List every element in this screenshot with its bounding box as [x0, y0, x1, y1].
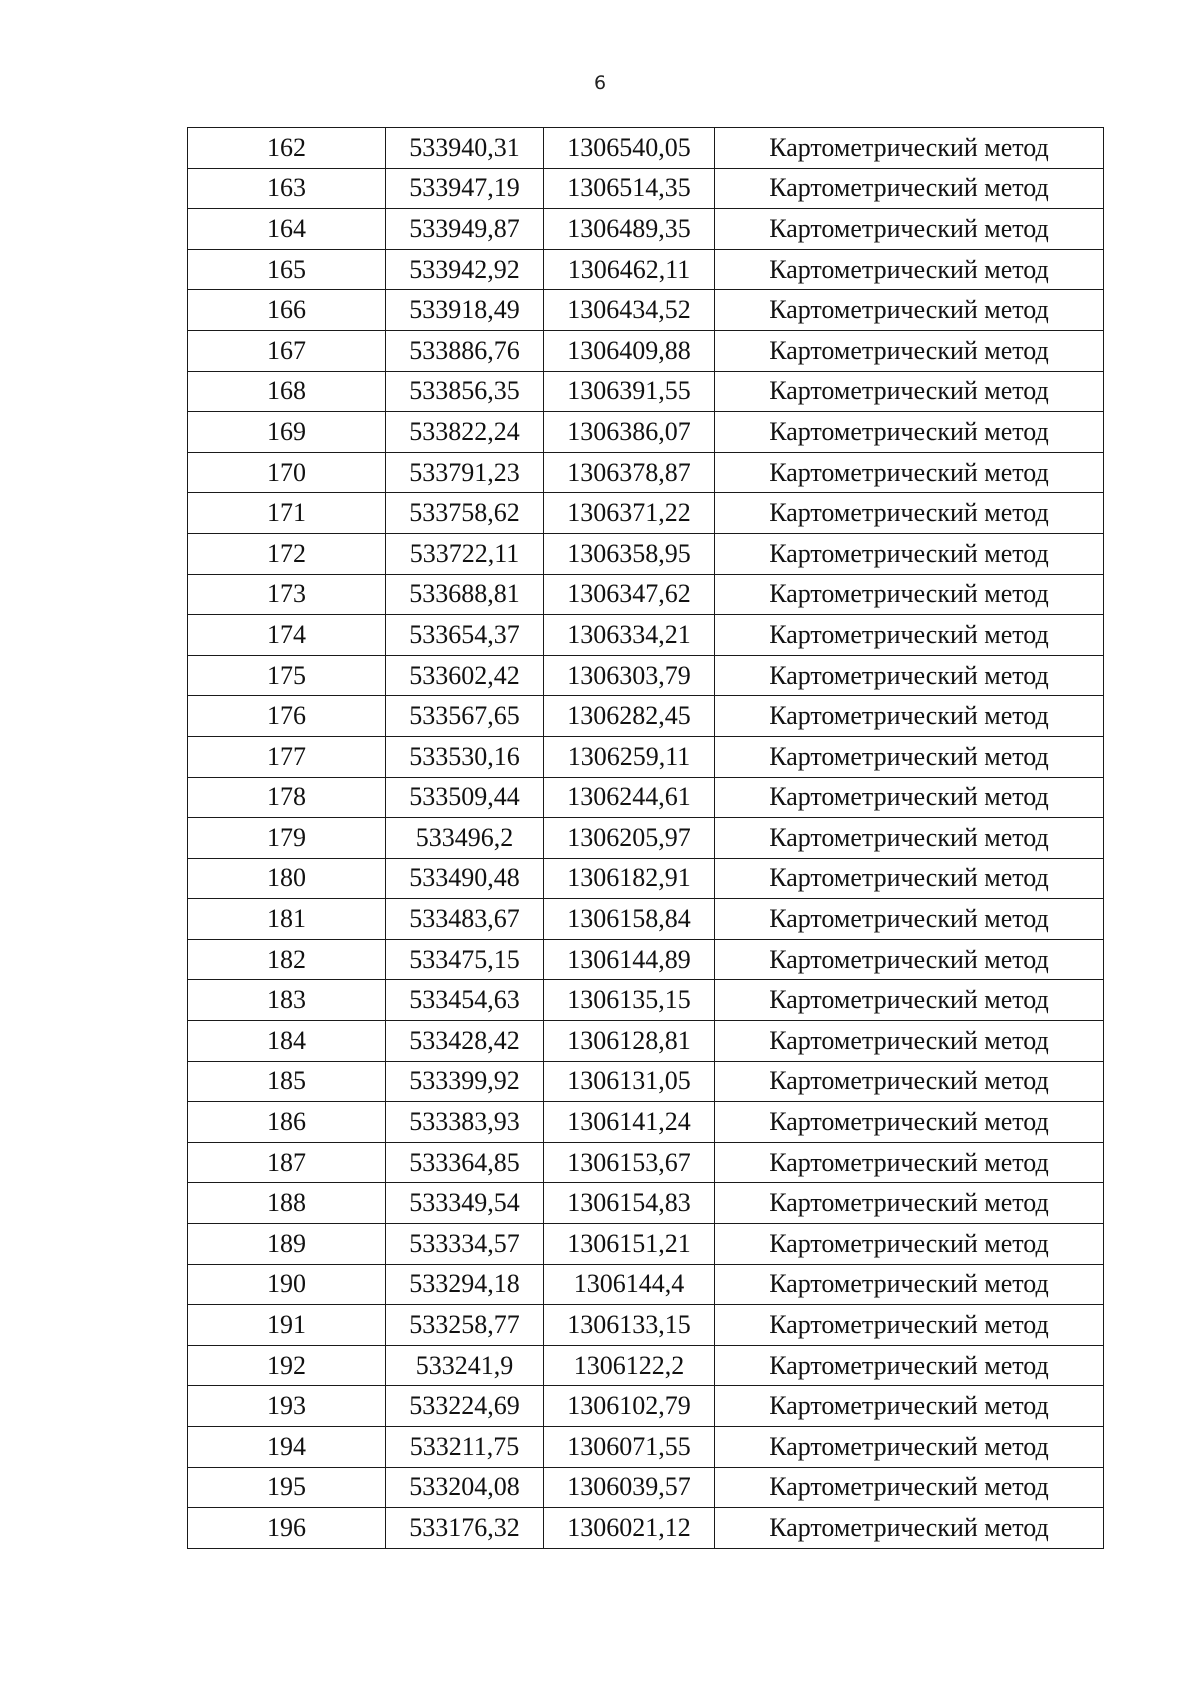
coordinates-table: [187, 127, 1104, 1549]
x-coordinate-cell: 533224,69: [386, 1386, 544, 1427]
x-coordinate-cell: 533940,31: [386, 128, 544, 169]
table-row: [188, 290, 1104, 331]
table-row: [188, 818, 1104, 859]
x-coordinate-cell: 533886,76: [386, 330, 544, 371]
table-row: [188, 1345, 1104, 1386]
x-coordinate-cell: 533856,35: [386, 371, 544, 412]
point-number-cell: 164: [188, 209, 386, 250]
table-row: [188, 696, 1104, 737]
point-number-cell: 182: [188, 939, 386, 980]
point-number-cell: 194: [188, 1427, 386, 1468]
point-number-cell: 171: [188, 493, 386, 534]
point-number-cell: 177: [188, 736, 386, 777]
method-cell: Картометрический метод: [715, 574, 1104, 615]
x-coordinate-cell: 533454,63: [386, 980, 544, 1021]
point-number-cell: 163: [188, 168, 386, 209]
point-number-cell: 179: [188, 818, 386, 859]
x-coordinate-cell: 533428,42: [386, 1021, 544, 1062]
y-coordinate-cell: 1306244,61: [544, 777, 715, 818]
table-row: [188, 412, 1104, 453]
x-coordinate-cell: 533654,37: [386, 615, 544, 656]
y-coordinate-cell: 1306386,07: [544, 412, 715, 453]
x-coordinate-cell: 533688,81: [386, 574, 544, 615]
y-coordinate-cell: 1306158,84: [544, 899, 715, 940]
point-number-cell: 196: [188, 1508, 386, 1549]
point-number-cell: 187: [188, 1142, 386, 1183]
method-cell: Картометрический метод: [715, 655, 1104, 696]
table-row: [188, 1142, 1104, 1183]
method-cell: Картометрический метод: [715, 128, 1104, 169]
method-cell: Картометрический метод: [715, 899, 1104, 940]
point-number-cell: 173: [188, 574, 386, 615]
method-cell: Картометрический метод: [715, 209, 1104, 250]
table-row: [188, 574, 1104, 615]
method-cell: Картометрический метод: [715, 1508, 1104, 1549]
table-row: [188, 1224, 1104, 1265]
y-coordinate-cell: 1306135,15: [544, 980, 715, 1021]
table-row: [188, 249, 1104, 290]
x-coordinate-cell: 533942,92: [386, 249, 544, 290]
table-row: [188, 1183, 1104, 1224]
y-coordinate-cell: 1306489,35: [544, 209, 715, 250]
table-row: [188, 1061, 1104, 1102]
method-cell: Картометрический метод: [715, 980, 1104, 1021]
point-number-cell: 162: [188, 128, 386, 169]
x-coordinate-cell: 533722,11: [386, 533, 544, 574]
y-coordinate-cell: 1306409,88: [544, 330, 715, 371]
y-coordinate-cell: 1306434,52: [544, 290, 715, 331]
table-row: [188, 1305, 1104, 1346]
point-number-cell: 190: [188, 1264, 386, 1305]
x-coordinate-cell: 533567,65: [386, 696, 544, 737]
x-coordinate-cell: 533918,49: [386, 290, 544, 331]
method-cell: Картометрический метод: [715, 330, 1104, 371]
method-cell: Картометрический метод: [715, 1264, 1104, 1305]
method-cell: Картометрический метод: [715, 615, 1104, 656]
y-coordinate-cell: 1306347,62: [544, 574, 715, 615]
y-coordinate-cell: 1306462,11: [544, 249, 715, 290]
method-cell: Картометрический метод: [715, 493, 1104, 534]
y-coordinate-cell: 1306259,11: [544, 736, 715, 777]
x-coordinate-cell: 533947,19: [386, 168, 544, 209]
table-row: [188, 209, 1104, 250]
table-row: [188, 128, 1104, 169]
point-number-cell: 185: [188, 1061, 386, 1102]
table-row: [188, 1427, 1104, 1468]
x-coordinate-cell: 533334,57: [386, 1224, 544, 1265]
table-row: [188, 899, 1104, 940]
x-coordinate-cell: 533758,62: [386, 493, 544, 534]
point-number-cell: 183: [188, 980, 386, 1021]
point-number-cell: 192: [188, 1345, 386, 1386]
y-coordinate-cell: 1306151,21: [544, 1224, 715, 1265]
x-coordinate-cell: 533475,15: [386, 939, 544, 980]
x-coordinate-cell: 533349,54: [386, 1183, 544, 1224]
x-coordinate-cell: 533241,9: [386, 1345, 544, 1386]
method-cell: Картометрический метод: [715, 371, 1104, 412]
point-number-cell: 166: [188, 290, 386, 331]
x-coordinate-cell: 533496,2: [386, 818, 544, 859]
method-cell: Картометрический метод: [715, 1305, 1104, 1346]
y-coordinate-cell: 1306144,89: [544, 939, 715, 980]
table-row: [188, 1021, 1104, 1062]
point-number-cell: 181: [188, 899, 386, 940]
y-coordinate-cell: 1306122,2: [544, 1345, 715, 1386]
point-number-cell: 184: [188, 1021, 386, 1062]
method-cell: Картометрический метод: [715, 1102, 1104, 1143]
y-coordinate-cell: 1306514,35: [544, 168, 715, 209]
table-row: [188, 1102, 1104, 1143]
table-row: [188, 1508, 1104, 1549]
x-coordinate-cell: 533509,44: [386, 777, 544, 818]
x-coordinate-cell: 533949,87: [386, 209, 544, 250]
method-cell: Картометрический метод: [715, 1021, 1104, 1062]
y-coordinate-cell: 1306391,55: [544, 371, 715, 412]
table-row: [188, 330, 1104, 371]
x-coordinate-cell: 533483,67: [386, 899, 544, 940]
point-number-cell: 191: [188, 1305, 386, 1346]
x-coordinate-cell: 533530,16: [386, 736, 544, 777]
table-row: [188, 980, 1104, 1021]
method-cell: Картометрический метод: [715, 452, 1104, 493]
y-coordinate-cell: 1306153,67: [544, 1142, 715, 1183]
table-row: [188, 1467, 1104, 1508]
y-coordinate-cell: 1306205,97: [544, 818, 715, 859]
table-row: [188, 533, 1104, 574]
table-row: [188, 371, 1104, 412]
method-cell: Картометрический метод: [715, 1142, 1104, 1183]
method-cell: Картометрический метод: [715, 412, 1104, 453]
table-row: [188, 858, 1104, 899]
method-cell: Картометрический метод: [715, 1183, 1104, 1224]
table-row: [188, 1386, 1104, 1427]
y-coordinate-cell: 1306378,87: [544, 452, 715, 493]
method-cell: Картометрический метод: [715, 249, 1104, 290]
y-coordinate-cell: 1306358,95: [544, 533, 715, 574]
x-coordinate-cell: 533791,23: [386, 452, 544, 493]
point-number-cell: 193: [188, 1386, 386, 1427]
table-row: [188, 1264, 1104, 1305]
table-row: [188, 655, 1104, 696]
point-number-cell: 189: [188, 1224, 386, 1265]
table-row: [188, 493, 1104, 534]
method-cell: Картометрический метод: [715, 168, 1104, 209]
method-cell: Картометрический метод: [715, 1427, 1104, 1468]
point-number-cell: 170: [188, 452, 386, 493]
method-cell: Картометрический метод: [715, 533, 1104, 574]
method-cell: Картометрический метод: [715, 858, 1104, 899]
y-coordinate-cell: 1306154,83: [544, 1183, 715, 1224]
x-coordinate-cell: 533383,93: [386, 1102, 544, 1143]
y-coordinate-cell: 1306540,05: [544, 128, 715, 169]
point-number-cell: 180: [188, 858, 386, 899]
table-body: [188, 128, 1104, 1549]
y-coordinate-cell: 1306334,21: [544, 615, 715, 656]
x-coordinate-cell: 533294,18: [386, 1264, 544, 1305]
y-coordinate-cell: 1306021,12: [544, 1508, 715, 1549]
method-cell: Картометрический метод: [715, 939, 1104, 980]
y-coordinate-cell: 1306144,4: [544, 1264, 715, 1305]
point-number-cell: 178: [188, 777, 386, 818]
x-coordinate-cell: 533399,92: [386, 1061, 544, 1102]
table-row: [188, 777, 1104, 818]
method-cell: Картометрический метод: [715, 696, 1104, 737]
method-cell: Картометрический метод: [715, 1386, 1104, 1427]
x-coordinate-cell: 533364,85: [386, 1142, 544, 1183]
y-coordinate-cell: 1306141,24: [544, 1102, 715, 1143]
method-cell: Картометрический метод: [715, 1061, 1104, 1102]
y-coordinate-cell: 1306131,05: [544, 1061, 715, 1102]
method-cell: Картометрический метод: [715, 777, 1104, 818]
point-number-cell: 186: [188, 1102, 386, 1143]
point-number-cell: 188: [188, 1183, 386, 1224]
point-number-cell: 165: [188, 249, 386, 290]
table-row: [188, 452, 1104, 493]
x-coordinate-cell: 533490,48: [386, 858, 544, 899]
method-cell: Картометрический метод: [715, 818, 1104, 859]
point-number-cell: 174: [188, 615, 386, 656]
method-cell: Картометрический метод: [715, 290, 1104, 331]
point-number-cell: 176: [188, 696, 386, 737]
method-cell: Картометрический метод: [715, 1345, 1104, 1386]
x-coordinate-cell: 533822,24: [386, 412, 544, 453]
table-row: [188, 168, 1104, 209]
point-number-cell: 172: [188, 533, 386, 574]
point-number-cell: 169: [188, 412, 386, 453]
x-coordinate-cell: 533258,77: [386, 1305, 544, 1346]
y-coordinate-cell: 1306039,57: [544, 1467, 715, 1508]
table-row: [188, 615, 1104, 656]
point-number-cell: 175: [188, 655, 386, 696]
point-number-cell: 167: [188, 330, 386, 371]
y-coordinate-cell: 1306371,22: [544, 493, 715, 534]
x-coordinate-cell: 533176,32: [386, 1508, 544, 1549]
table-row: [188, 736, 1104, 777]
point-number-cell: 168: [188, 371, 386, 412]
method-cell: Картометрический метод: [715, 1467, 1104, 1508]
x-coordinate-cell: 533602,42: [386, 655, 544, 696]
method-cell: Картометрический метод: [715, 736, 1104, 777]
y-coordinate-cell: 1306071,55: [544, 1427, 715, 1468]
y-coordinate-cell: 1306282,45: [544, 696, 715, 737]
y-coordinate-cell: 1306133,15: [544, 1305, 715, 1346]
x-coordinate-cell: 533211,75: [386, 1427, 544, 1468]
y-coordinate-cell: 1306182,91: [544, 858, 715, 899]
x-coordinate-cell: 533204,08: [386, 1467, 544, 1508]
point-number-cell: 195: [188, 1467, 386, 1508]
method-cell: Картометрический метод: [715, 1224, 1104, 1265]
page-number: 6: [593, 72, 607, 94]
table-row: [188, 939, 1104, 980]
y-coordinate-cell: 1306102,79: [544, 1386, 715, 1427]
y-coordinate-cell: 1306303,79: [544, 655, 715, 696]
y-coordinate-cell: 1306128,81: [544, 1021, 715, 1062]
